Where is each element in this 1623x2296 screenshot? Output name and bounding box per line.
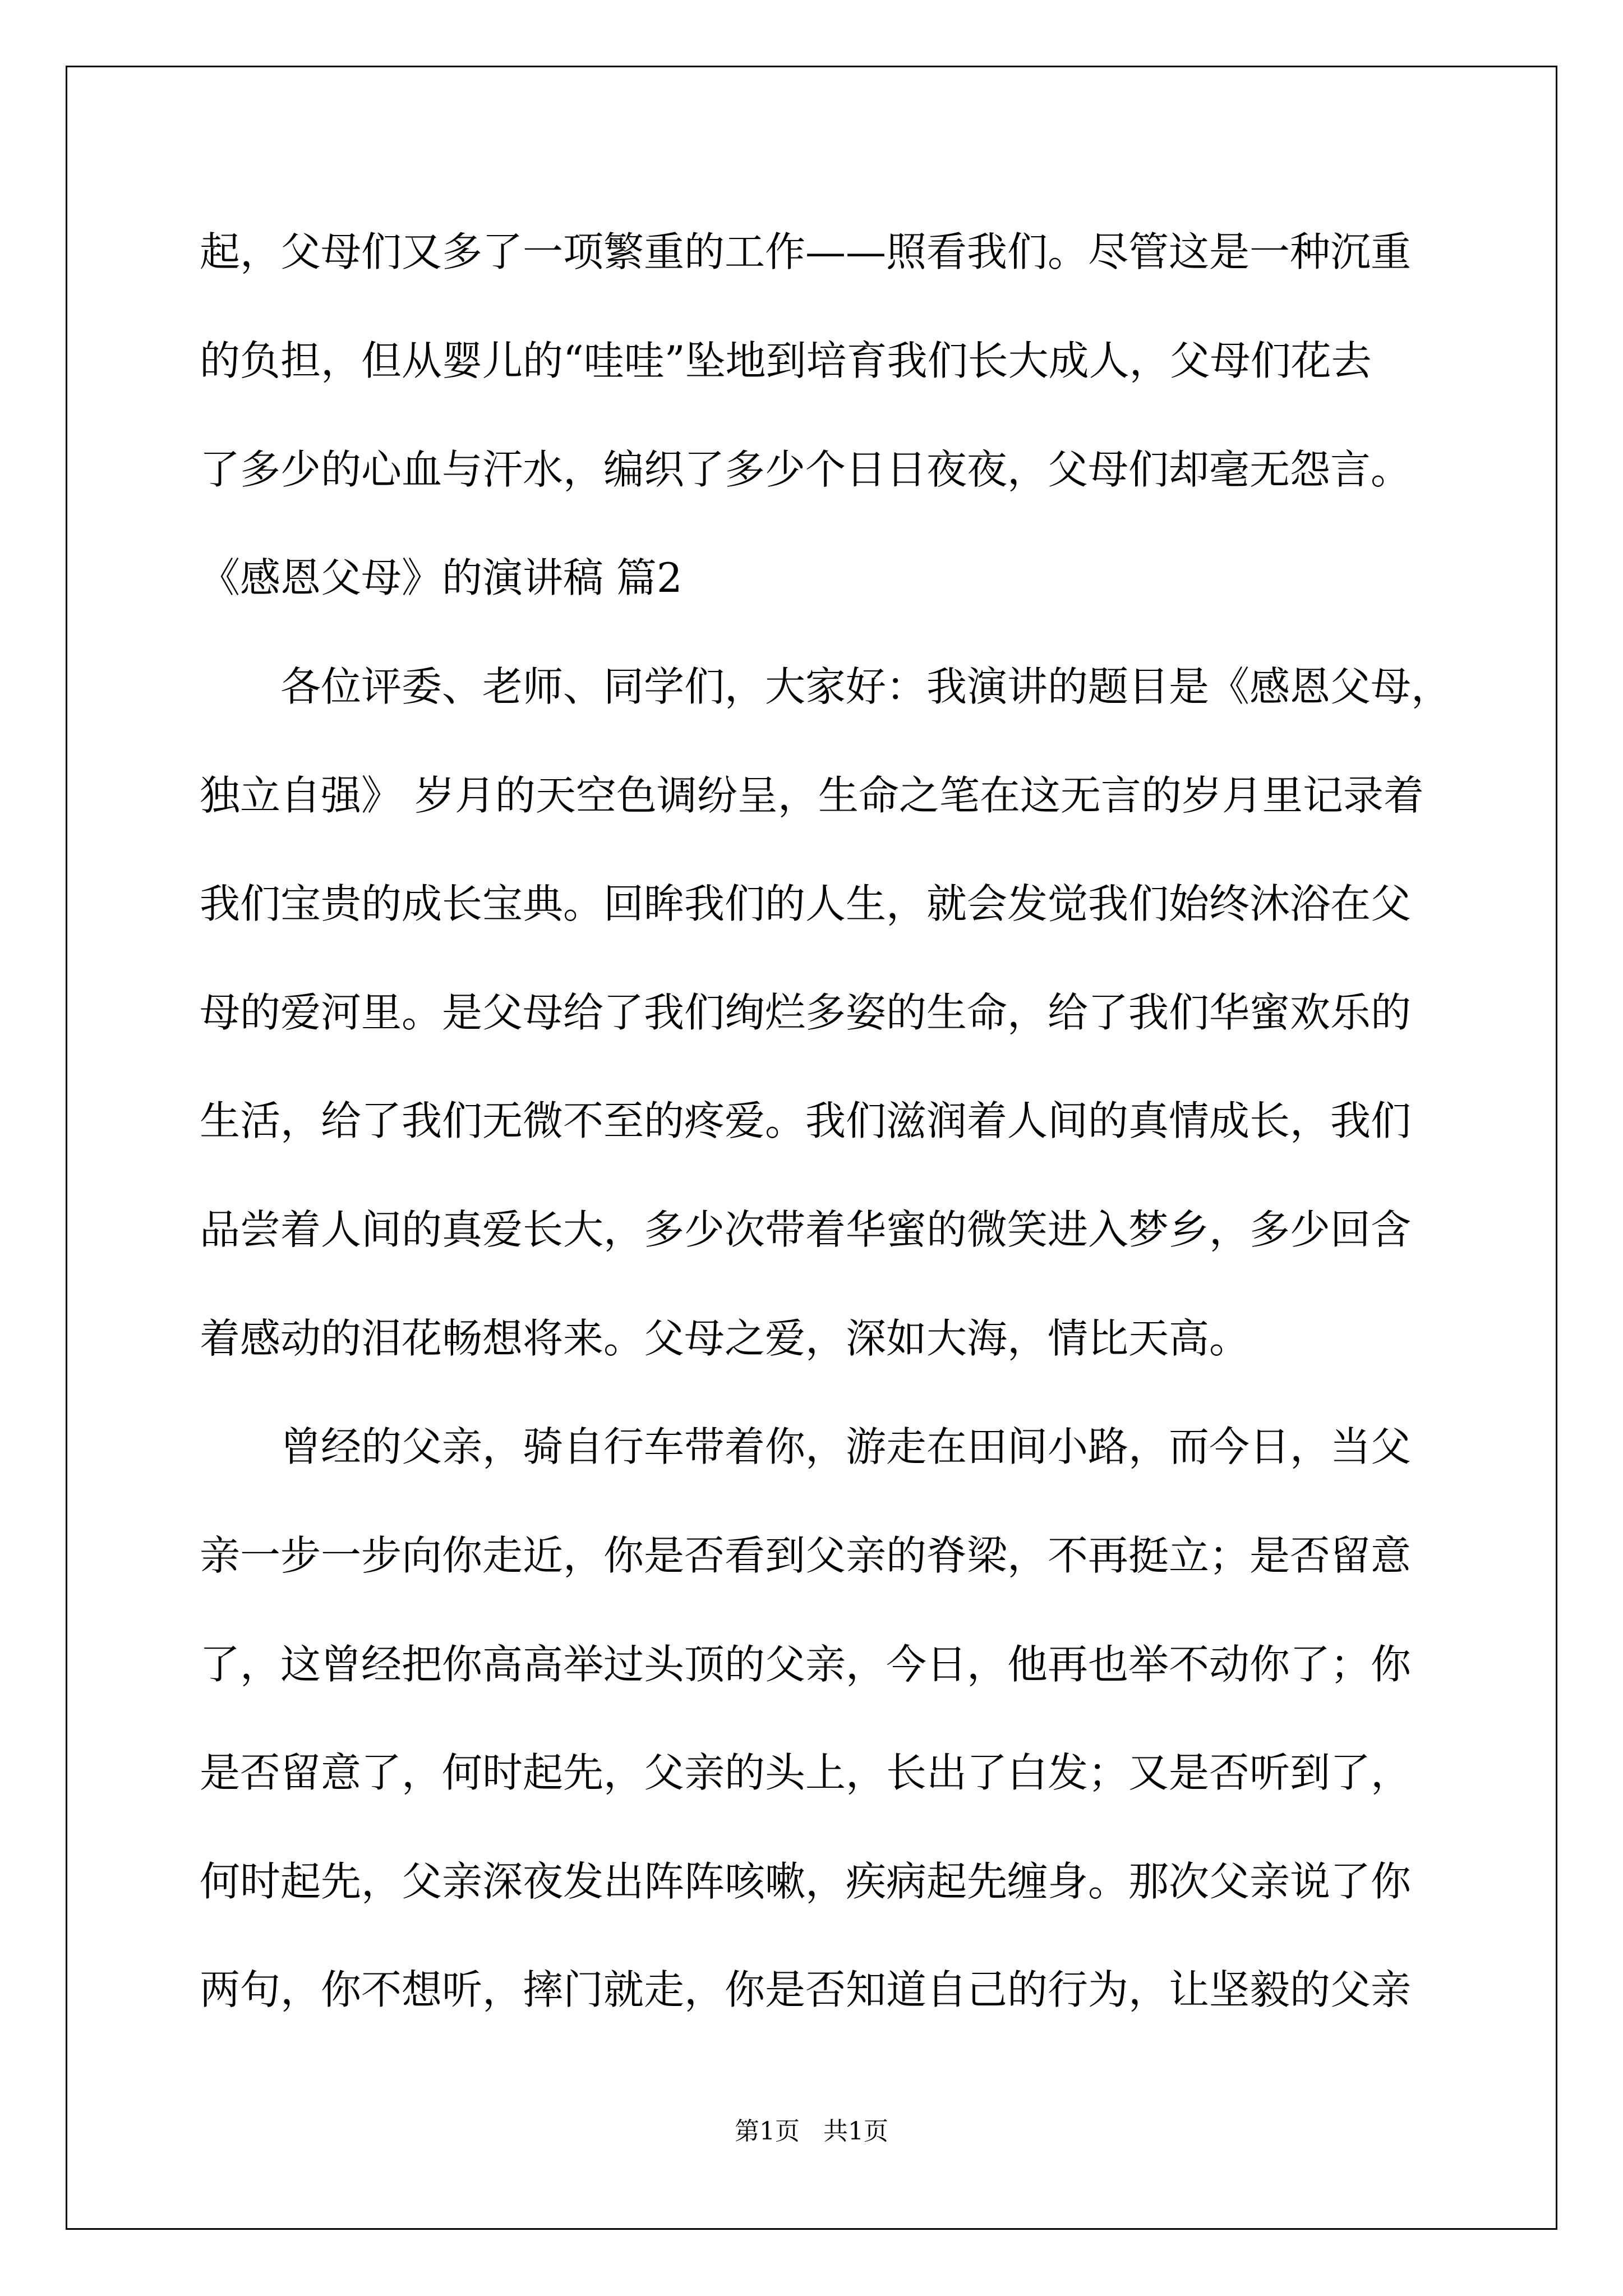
body-text-line-2: 的负担，但从婴儿的“哇哇”坠地到培育我们长大成人，父母们花去 (200, 337, 1372, 384)
body-text-line-9: 生活，给了我们无微不至的疼爱。我们滋润着人间的真情成长，我们 (200, 1097, 1412, 1144)
body-text-line-10: 品尝着人间的真爱长大，多少次带着华蜜的微笑进入梦乡，多少回含 (200, 1206, 1412, 1253)
page-border (66, 66, 1557, 2230)
body-text-line-14: 了，这曾经把你高高举过头顶的父亲，今日，他再也举不动你了；你 (200, 1641, 1412, 1688)
body-text-line-12: 曾经的父亲，骑自行车带着你，游走在田间小路，而今日，当父 (280, 1423, 1412, 1470)
body-text-line-1: 起，父母们又多了一项繁重的工作——照看我们。尽管这是一种沉重 (200, 228, 1412, 275)
body-text-line-11: 着感动的泪花畅想将来。父母之爱，深如大海，情比天高。 (200, 1315, 1250, 1362)
body-text-line-6: 独立自强》 岁月的天空色调纷呈，生命之笔在这无言的岁月里记录着 (200, 772, 1424, 819)
body-text-line-7: 我们宝贵的成长宝典。回眸我们的人生，就会发觉我们始终沐浴在父 (200, 880, 1412, 927)
body-text-line-16: 何时起先，父亲深夜发出阵阵咳嗽，疾病起先缠身。那次父亲说了你 (200, 1858, 1412, 1905)
page-footer: 第1页 共1页 (735, 2117, 888, 2146)
section-heading: 《感恩父母》的演讲稿 篇2 (200, 554, 683, 601)
body-text-line-15: 是否留意了，何时起先，父亲的头上，长出了白发；又是否听到了， (200, 1749, 1412, 1796)
body-text-line-8: 母的爱河里。是父母给了我们绚烂多姿的生命，给了我们华蜜欢乐的 (200, 989, 1412, 1036)
body-text-line-3: 了多少的心血与汗水，编织了多少个日日夜夜，父母们却毫无怨言。 (200, 446, 1412, 493)
body-text-line-5: 各位评委、老师、同学们，大家好：我演讲的题目是《感恩父母， (280, 663, 1452, 710)
body-text-line-13: 亲一步一步向你走近，你是否看到父亲的脊梁，不再挺立；是否留意 (200, 1532, 1412, 1579)
body-text-line-17: 两句，你不想听，摔门就走，你是否知道自己的行为，让坚毅的父亲 (200, 1966, 1412, 2013)
